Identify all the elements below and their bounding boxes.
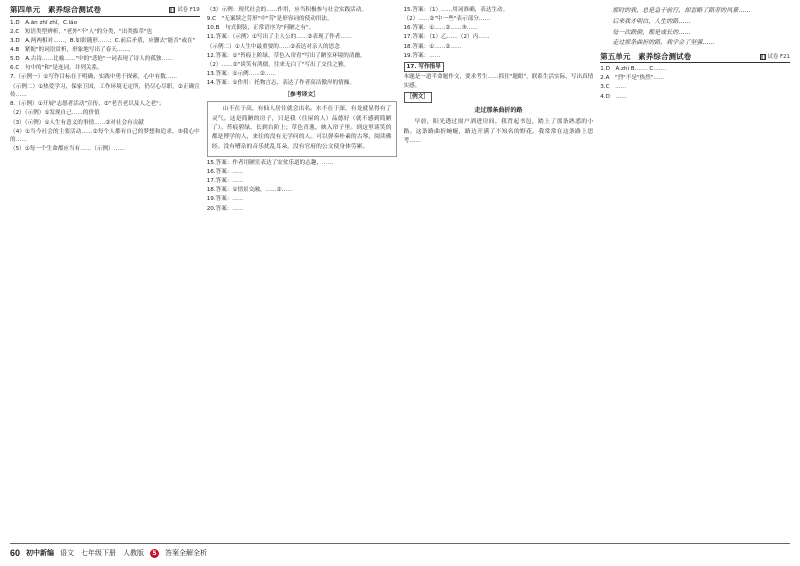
sample-essay-title: 走过那条曲折的路 xyxy=(474,106,523,114)
sample-essay-text: 早晨，阳光透过窗户洒进房间。我背起书包，踏上了那条熟悉的小路。这条路曲折蜿蜒，路边开满了不知名的野花。我常常在这条路上思考…… xyxy=(403,119,594,144)
answer-line: 4.D …… xyxy=(600,93,627,100)
answer-line: 10.B 句式倒装，正常语序为"何陋之有"。 xyxy=(206,25,315,32)
answer-line: 3.C …… xyxy=(600,84,627,91)
answer-line: 14.答案：①作用：托物言志，表达了作者高洁傲岸的情操。 xyxy=(206,80,355,87)
answer-line: 7.（示例一）①写作目标在于明确，实践中勇于探索，心中有数…… xyxy=(10,74,177,81)
answer-line: 16.答案：…… xyxy=(206,168,244,175)
answer-line: 19.答案：…… xyxy=(206,196,244,203)
section-5-header xyxy=(600,53,790,64)
page-number: 60 xyxy=(10,548,21,558)
section-5-tag-text: 试卷 F21 xyxy=(767,53,790,60)
answer-line: 2.A "烈"不是"热烈"…… xyxy=(600,75,665,82)
writing-guide-label: 17. 写作指导 xyxy=(404,62,444,73)
answer-line: （示例二）①人生中最重要的……②表达对亲人的思念 xyxy=(206,43,340,50)
section-5-tag xyxy=(760,53,790,62)
writing-guide-text: 本题是一道半命题作文，要求考生……抓住"题眼"，联系生活实际，写出真情实感。 xyxy=(403,74,594,89)
column-1 xyxy=(10,6,200,540)
section-4-tag-text: 试卷 F19 xyxy=(177,7,200,13)
answer-line: （示例二）①热爱学习，保家卫国，工作环境无定所，仍尽心尽职，②正确宣传…… xyxy=(10,83,200,99)
answer-line: 17.答案：（1）乙……（2）丙…… xyxy=(403,34,490,41)
answer-line: 15.答案：（1）……用词准确，表达生动。 xyxy=(403,7,509,13)
brand-text: 答案全解全析 xyxy=(165,549,208,557)
answer-line: 8.（示例）①开展"志愿者活动"宣传，②"老吾老以及人之老"； xyxy=(10,101,165,108)
essay-paragraph: 走过那条曲折的路，我学会了坚强…… xyxy=(612,39,715,47)
section-4-tag xyxy=(169,6,199,15)
essay-paragraph: 那时的我，总是急于前行，却忽略了路旁的风景…… xyxy=(612,7,751,14)
answer-line: 6.C 句中的"和"是连词，并列关系。 xyxy=(10,65,103,72)
section-5-title: 第五单元 素养综合测试卷 xyxy=(600,51,692,61)
column-4 xyxy=(600,6,790,540)
answer-line: 19.答案：…… xyxy=(403,52,441,59)
answer-line: 11.答案：（示例）①写出了主人公的……②表现了作者…… xyxy=(206,34,352,41)
column-3 xyxy=(404,6,594,540)
answer-line: 20.答案：…… xyxy=(206,205,244,212)
subject-info: 语文 七年级下册 人教版 xyxy=(60,549,145,557)
answer-line: （2）……②"谈笑有鸿儒，往来无白丁"写出了交往之雅。 xyxy=(206,61,350,68)
answer-line: （2）（示例）①发现自己……的价值 xyxy=(10,110,100,117)
answer-line: 18.答案：①情景交融，……②…… xyxy=(206,187,293,194)
answer-line: 4.B 紧扼"的词语赏析，形象地写出了春天……。 xyxy=(10,46,134,53)
answer-line: 1.D A.zhì B.…… C.…… xyxy=(600,66,667,73)
answer-line: （3）示例：现代社会的……作用，应当积极参与社会实践活动。 xyxy=(206,7,367,13)
brand-logo-icon: 5 xyxy=(150,549,159,558)
answer-line: （5）①每一个生命都应当有……（示例）…… xyxy=(10,146,125,153)
answer-line: 13.答案：①示例……②…… xyxy=(206,70,277,77)
essay-paragraph: 后来我才明白，人生的路…… xyxy=(612,17,691,25)
answer-line: 5.D A.古诗……比喻……"中的"悲怆"一词表现了诗人的孤独…… xyxy=(10,56,173,63)
column-container xyxy=(10,6,790,540)
qr-icon xyxy=(169,7,175,13)
answer-line: 3.D A.两两相对……，B.如影随形……；C.前后矛盾，应删去"能否"或在" xyxy=(10,37,196,44)
answer-line: 12.答案：①"苔痕上阶绿，草色入帘青"写出了陋室环境的清幽。 xyxy=(206,52,366,59)
answer-line: 1.D A.ān zhī zhǐ，C.láo xyxy=(10,19,78,26)
section-4-title: 第四单元 素养综合测试卷 xyxy=(10,6,102,14)
column-2 xyxy=(207,6,397,540)
reference-translation-heading: ［参考译文］ xyxy=(284,91,320,98)
essay-paragraph: 每一次跌倒，都是成长的…… xyxy=(612,28,691,36)
answer-line: （3）（示例）①人生有意义的事情……②对社会有贡献 xyxy=(10,119,144,126)
qr-icon xyxy=(760,54,766,60)
answer-line: 18.答案：①……②…… xyxy=(403,43,462,50)
answer-line: 2.C 短语类型辨析，"老外"不"人"的分类，"出类拔萃"也 xyxy=(10,28,153,35)
answer-line: 17.答案：…… xyxy=(206,178,244,185)
answer-line: 15.答案：作者用陋室表达了安贫乐道的志趣，…… xyxy=(206,159,334,166)
answer-line: （4）①当今社会的主要活动……②每个人都有自己的梦想和追求，③我心中的…… xyxy=(10,128,200,144)
book-series: 初中新编 xyxy=(26,549,55,557)
sample-essay-label: ［例文］ xyxy=(404,92,432,103)
reference-translation-text: 山不在于高，有仙人居住就会出名。水不在于深，有龙就显得有了灵气。这是简陋的房子，只是我（住屋的人）品德好（就不感到简陋了）。苔痕碧绿，长到台阶上；草色青葱，映入帘子里。到这里谈笑的都是博学的人，来往的没有无学问的人。可以弹奏朴素的古琴，阅读佛经。没有嘈杂的音乐扰乱耳朵，没有官府的公文使身体劳累。 xyxy=(211,106,392,150)
answer-line: （2）……②"中一些"表示部分…… xyxy=(403,16,490,23)
reference-translation-box xyxy=(207,101,397,157)
answer-line: 16.答案：①……②……③…… xyxy=(403,25,478,32)
answer-line: 9.C "无案牍之劳形"中"劳"是形容词的使动用法。 xyxy=(206,16,333,23)
section-4-header xyxy=(10,6,200,17)
page-footer xyxy=(10,543,790,560)
